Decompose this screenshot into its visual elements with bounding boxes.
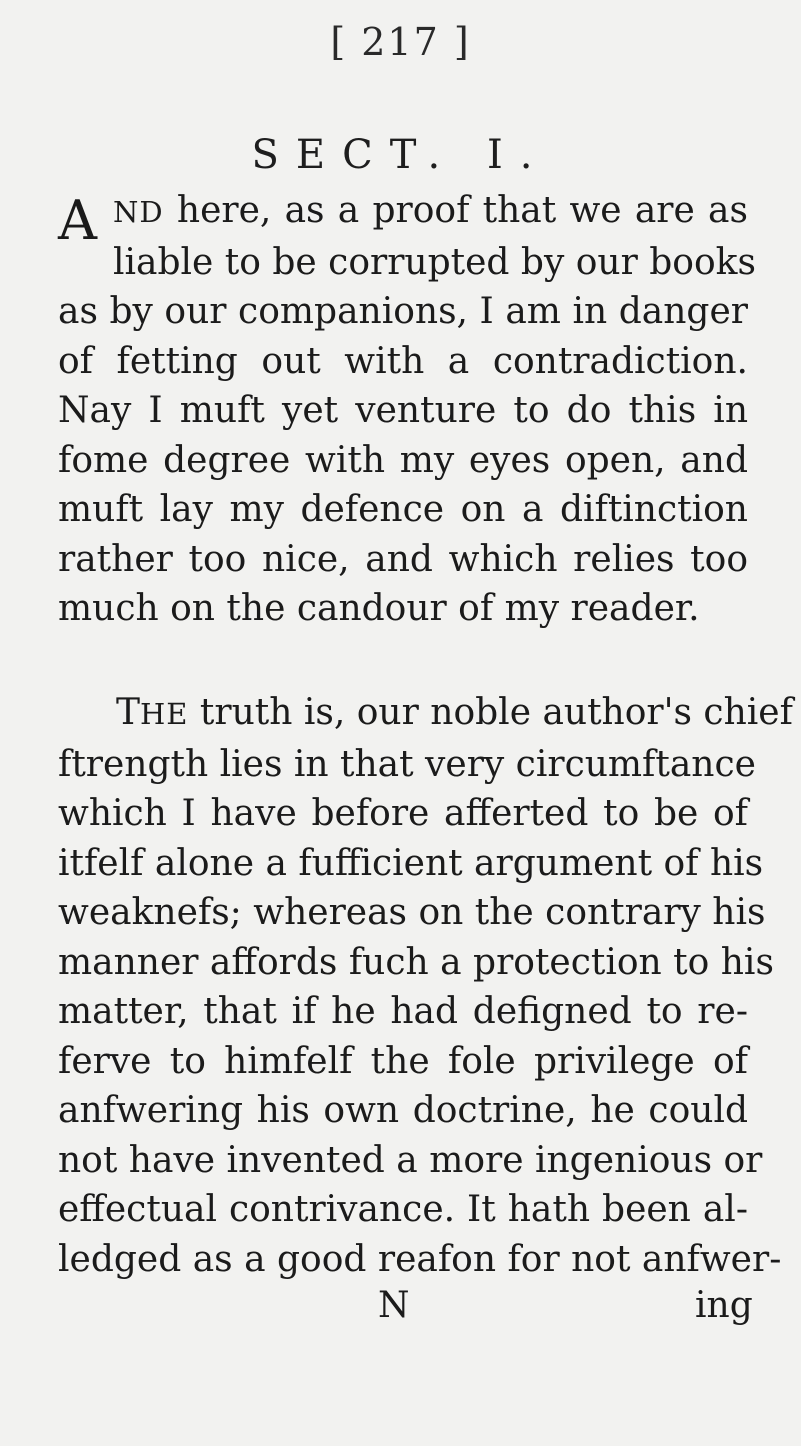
text-line: liable to be corrupted by our books [113,241,756,283]
text-line: rather too nice, and which relies too [58,538,748,580]
page-number: [ 217 ] [330,20,471,64]
text-line: as by our companions, I am in danger [58,291,748,332]
first-word-initial: T [116,692,141,733]
drop-cap: A [58,189,97,252]
text-line: which I have before afferted to be of [58,793,748,834]
text-line: THE truth is, our noble author's chief [116,692,793,733]
text-line: matter, that if he had defigned to re- [58,991,748,1032]
text-line: much on the candour of my reader. [58,588,700,629]
text-line: not have invented a more ingenious or [58,1139,763,1181]
text-line: of fetting out with a contradiction. [58,340,748,382]
catchword: ing [695,1285,753,1326]
text-line: itfelf alone a fufficient argument of his [58,842,764,884]
first-word-small-caps: ND [113,195,164,229]
text-line: muft lay my defence on a diftinction [58,489,748,530]
signature-mark: N [378,1285,410,1326]
paragraph-2 [58,688,793,1284]
text-line: ND here, as a proof that we are as [113,190,748,231]
text-line: manner affords fuch a protection to his [58,941,774,983]
text-line: effectual contrivance. It hath been al- [58,1189,748,1230]
text-line: ferve to himfelf the fole privilege of [58,1040,748,1082]
text-line: fome degree with my eyes open, and [58,439,748,481]
text-line: anfwering his own doctrine, he could [58,1090,748,1131]
page-footer [0,1285,801,1335]
section-heading: SECT. I. [251,132,550,178]
text-line: ftrength lies in that very circumftance [58,743,756,785]
first-word-small-caps: HE [140,697,189,731]
text-line: weaknefs; whereas on the contrary his [58,892,766,933]
text-line: Nay I muft yet venture to do this in [58,390,748,431]
paragraph-1 [58,186,756,634]
text-line: ledged as a good reafon for not anfwer- [58,1238,782,1280]
